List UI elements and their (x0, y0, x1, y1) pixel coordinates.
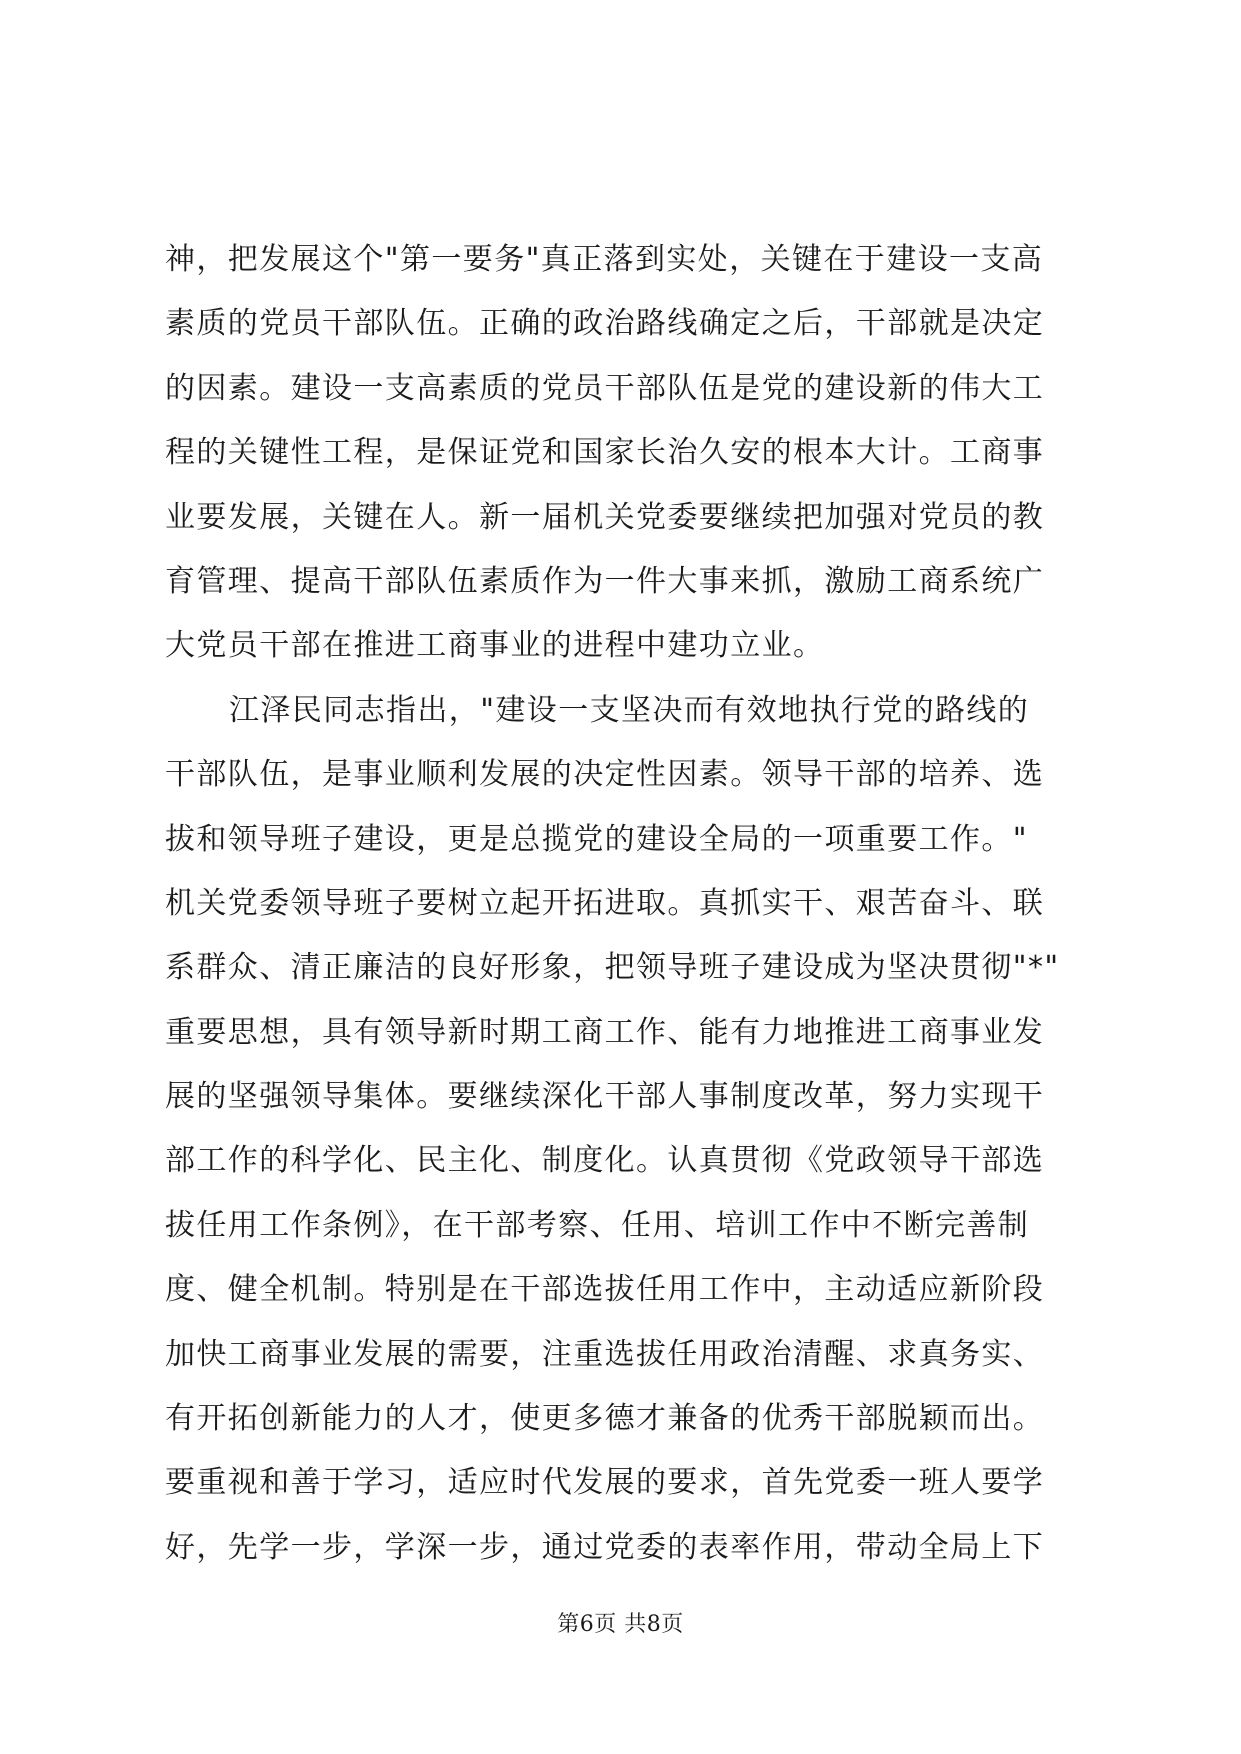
paragraph-1 (165, 228, 1081, 679)
text-line: 素质的党员干部队伍。正确的政治路线确定之后，干部就是决定 (165, 306, 1045, 342)
text-line: 有开拓创新能力的人才，使更多德才兼备的优秀干部脱颖而出。 (165, 1401, 1045, 1437)
text-line: 要重视和善于学习，适应时代发展的要求，首先党委一班人要学 (165, 1465, 1045, 1501)
text-line: 系群众、清正廉洁的良好形象，把领导班子建设成为坚决贯彻"*" (165, 950, 1060, 986)
text-line: 度、健全机制。特别是在干部选拔任用工作中，主动适应新阶段 (165, 1272, 1045, 1308)
text-line: 大党员干部在推进工商事业的进程中建功立业。 (165, 628, 825, 664)
text-line: 拔任用工作条例》，在干部考察、任用、培训工作中不断完善制 (165, 1207, 1030, 1243)
paragraph-2 (165, 679, 1081, 1580)
text-line: 好，先学一步，学深一步，通过党委的表率作用，带动全局上下 (165, 1529, 1045, 1565)
text-line: 加快工商事业发展的需要，注重选拔任用政治清醒、求真务实、 (165, 1336, 1045, 1372)
text-line: 育管理、提高干部队伍素质作为一件大事来抓，激励工商系统广 (165, 563, 1045, 599)
page-number-label: 第6页 共8页 (557, 1612, 684, 1637)
text-line: 部工作的科学化、民主化、制度化。认真贯彻《党政领导干部选 (165, 1143, 1045, 1179)
text-line: 神，把发展这个"第一要务"真正落到实处，关键在于建设一支高 (165, 242, 1044, 277)
text-line: 机关党委领导班子要树立起开拓进取。真抓实干、艰苦奋斗、联 (165, 885, 1045, 921)
text-line: 干部队伍，是事业顺利发展的决定性因素。领导干部的培养、选 (165, 757, 1045, 793)
body-text (165, 228, 1081, 1580)
page-footer (0, 1607, 1241, 1638)
text-line: 程的关键性工程，是保证党和国家长治久安的根本大计。工商事 (165, 435, 1045, 471)
text-line: 展的坚强领导集体。要继续深化干部人事制度改革，努力实现干 (165, 1079, 1045, 1115)
text-line: 重要思想，具有领导新时期工商工作、能有力地推进工商事业发 (165, 1014, 1045, 1050)
text-line: 拔和领导班子建设，更是总揽党的建设全局的一项重要工作。" (165, 821, 1028, 857)
text-line: 业要发展，关键在人。新一届机关党委要继续把加强对党员的教 (165, 499, 1045, 535)
text-line: 江泽民同志指出，"建设一支坚决而有效地执行党的路线的 (229, 692, 1030, 728)
text-line: 的因素。建设一支高素质的党员干部队伍是党的建设新的伟大工 (165, 370, 1045, 406)
